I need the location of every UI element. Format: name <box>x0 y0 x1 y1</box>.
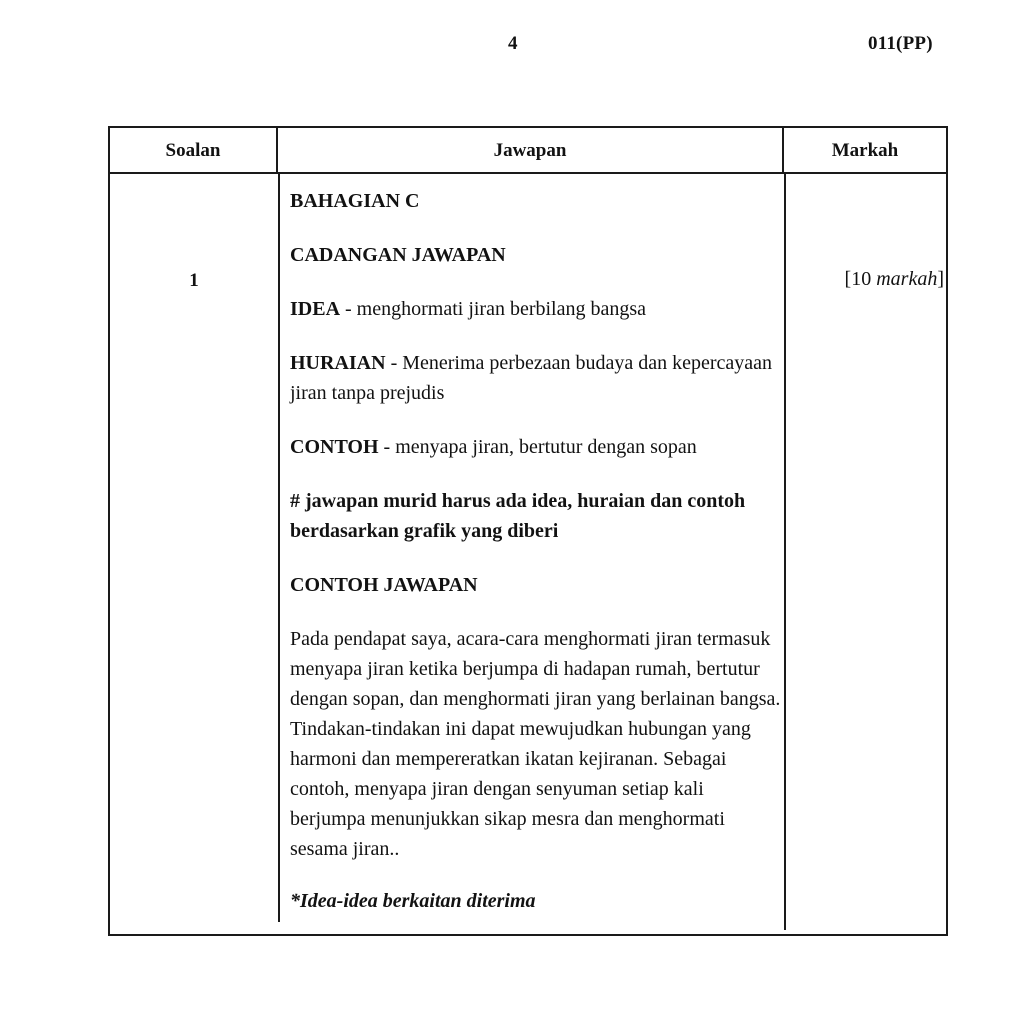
contoh-label: CONTOH <box>290 436 379 458</box>
idea-text: - menghormati jiran berbilang bangsa <box>340 298 647 320</box>
answer-scheme-table <box>108 126 948 936</box>
column-header-jawapan: Jawapan <box>278 128 784 174</box>
marks-word: markah <box>876 268 938 290</box>
table-header-row <box>110 128 946 174</box>
marks-number: 10 <box>851 268 872 290</box>
question-number: 1 <box>189 270 199 291</box>
idea-line <box>290 294 782 324</box>
suggested-answer-title: CADANGAN JAWAPAN <box>290 244 506 266</box>
page-number: 4 <box>508 33 518 54</box>
cell-jawapan <box>280 174 784 936</box>
huraian-label: HURAIAN <box>290 352 386 374</box>
idea-label: IDEA <box>290 298 341 320</box>
contoh-text: - menyapa jiran, bertutur dengan sopan <box>378 436 697 458</box>
column-header-markah: Markah <box>831 140 899 161</box>
section-title: BAHAGIAN C <box>290 190 420 212</box>
marks-bracket-close: ] <box>937 268 944 290</box>
cell-markah <box>786 174 948 936</box>
footnote: *Idea-idea berkaitan diterima <box>290 890 536 912</box>
page-header <box>0 33 1022 63</box>
marks-value <box>845 268 944 291</box>
table-row <box>110 174 946 936</box>
answer-content <box>290 186 782 936</box>
column-header-soalan: Soalan <box>110 128 278 174</box>
cell-soalan <box>110 174 278 936</box>
huraian-line <box>290 348 782 408</box>
paper-code: 011(PP) <box>868 33 933 54</box>
requirement-note: # jawapan murid harus ada idea, huraian dan contoh berdasarkan grafik yang diberi <box>290 490 746 542</box>
sample-answer-title: CONTOH JAWAPAN <box>290 574 478 596</box>
contoh-line <box>290 432 782 462</box>
huraian-text: - Menerima perbezaan budaya dan kepercayaan jiran tanpa prejudis <box>290 352 773 404</box>
sample-answer-paragraph: Pada pendapat saya, acara-cara menghormati jiran termasuk menyapa jiran ketika berjumpa di hadapan rumah, bertutur dengan sopan, dan menghormati jiran yang berlainan bangsa. Tindakan-tindakan ini dapat mewujudkan hubungan yang harmoni dan mempereratkan ikatan kejiranan. Sebagai contoh, menyapa jiran dengan senyuman setiap kali berjumpa menunjukkan sikap mesra dan menghormati sesama jiran.. <box>290 628 781 860</box>
marks-bracket-open: [ <box>844 268 852 290</box>
